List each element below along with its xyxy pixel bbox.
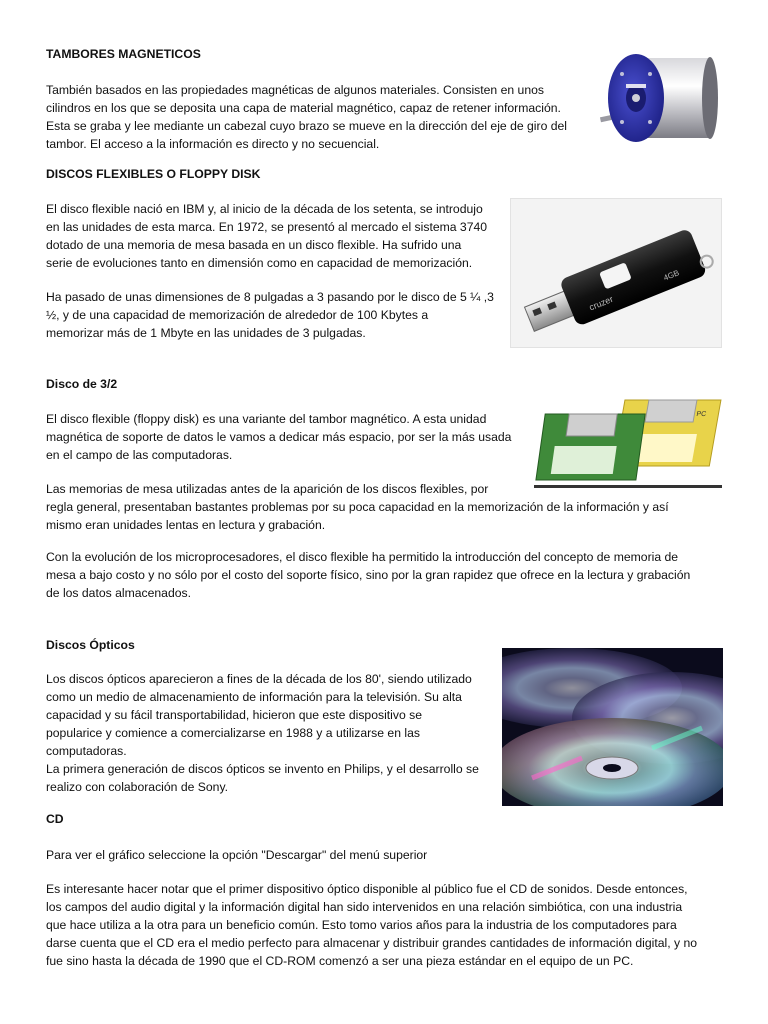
text-line: El disco flexible (floppy disk) es una variante del tambor magnético. A esta unidad bbox=[46, 412, 487, 426]
text-line: Esta se graba y lee mediante un cabezal cuyo brazo se mueve en la dirección del eje de giro del bbox=[46, 119, 567, 133]
floppy-shadow-line bbox=[534, 485, 722, 488]
text-line: mismo eran unidades lentas en lectura y grabación. bbox=[46, 518, 326, 532]
paragraph-disco-3-2-2 bbox=[46, 480, 669, 534]
text-line: El disco flexible nació en IBM y, al inicio de la década de los setenta, se introdujo bbox=[46, 202, 483, 216]
text-line: de los datos almacenados. bbox=[46, 586, 191, 600]
text-line: La primera generación de discos ópticos se invento en Philips, y el desarrollo se bbox=[46, 762, 479, 776]
floppy-disks-illustration bbox=[534, 394, 722, 488]
text-line: en las unidades de esta marca. En 1972, se presentó al mercado el sistema 3740 bbox=[46, 220, 488, 234]
text-line: memorizar más de 1 Mbyte en las unidades de 3 pulgadas. bbox=[46, 326, 366, 340]
paragraph-discos-flexibles-1 bbox=[46, 200, 487, 272]
text-line: cilindros en los que se deposita una capa de material magnético, capaz de retener información. bbox=[46, 101, 561, 115]
text-line: fue sino hasta la década de 1990 que el CD-ROM comenzó a ser una pieza estándar en el equipo de un PC. bbox=[46, 954, 634, 968]
heading-discos-flexibles: DISCOS FLEXIBLES O FLOPPY DISK bbox=[46, 167, 261, 181]
optical-discs-image bbox=[502, 648, 723, 806]
text-line: magnética de soporte de datos le vamos a dedicar más espacio, por ser la más usada bbox=[46, 430, 512, 444]
magnetic-drum-illustration bbox=[596, 44, 718, 164]
text-line: popularice y comience a comercializarse en 1988 y a utilizarse en las bbox=[46, 726, 420, 740]
text-line: Ha pasado de unas dimensiones de 8 pulgadas a 3 pasando por le disco de 5 ¼ ,3 bbox=[46, 290, 494, 304]
heading-discos-opticos: Discos Ópticos bbox=[46, 638, 135, 652]
text-line: Los discos ópticos aparecieron a fines de la década de los 80', siendo utilizado bbox=[46, 672, 472, 686]
paragraph-discos-flexibles-2 bbox=[46, 288, 494, 342]
text-line: ½, y de una capacidad de memorización de alrededor de 100 Kbytes a bbox=[46, 308, 429, 322]
paragraph-tambores bbox=[46, 81, 567, 153]
usb-brand-text: cruzer bbox=[587, 293, 615, 313]
text-line: Con la evolución de los microprocesadores, el disco flexible ha permitido la introducción del concepto de memoria de bbox=[46, 550, 679, 564]
paragraph-discos-opticos bbox=[46, 670, 479, 796]
text-line: serie de evoluciones tanto en dimensión como en capacidad de memorización. bbox=[46, 256, 473, 270]
heading-tambores: TAMBORES MAGNETICOS bbox=[46, 47, 201, 61]
text-line: computadoras. bbox=[46, 744, 127, 758]
text-line: darse cuenta que el CD era el medio perfecto para almacenar y distribuir grandes cantidades de información digital, y no bbox=[46, 936, 698, 950]
paragraph-disco-3-2-1 bbox=[46, 410, 511, 464]
text-line: en el campo de las computadoras. bbox=[46, 448, 233, 462]
paragraph-disco-3-2-3 bbox=[46, 548, 690, 602]
text-line: como un medio de almacenamiento de información para la televisión. Su alta bbox=[46, 690, 462, 704]
text-line: los campos del audio digital y la información digital han sido intervenidos en una relación simbiótica, con una industria bbox=[46, 900, 683, 914]
text-line: tambor. El acceso a la información es directo y no secuencial. bbox=[46, 137, 380, 151]
usb-flash-drive-image bbox=[510, 198, 722, 348]
text-line: Las memorias de mesa utilizadas antes de la aparición de los discos flexibles, por bbox=[46, 482, 489, 496]
floppy-disks-image bbox=[534, 394, 722, 488]
text-line: que hace utiliza a la otra para un beneficio común. Esto tomo varios años para la industria de los computadores para bbox=[46, 918, 677, 932]
floppy-brand-text: PC bbox=[695, 411, 707, 418]
text-line: realizo con colaboración de Sony. bbox=[46, 780, 229, 794]
text-line: mesa a bajo costo y no sólo por el costo del soporte físico, sino por la gran rapidez que ofrece en la lectura y grabación bbox=[46, 568, 691, 582]
paragraph-cd bbox=[46, 880, 697, 970]
download-note: Para ver el gráfico seleccione la opción "Descargar" del menú superior bbox=[46, 848, 428, 862]
text-line: regla general, presentaban bastantes problemas por su poca capacidad en la memorización de la información y así bbox=[46, 500, 669, 514]
text-line: Es interesante hacer notar que el primer dispositivo óptico disponible al público fue el CD de sonidos. Desde entonces, bbox=[46, 882, 688, 896]
text-line: También basados en las propiedades magnéticas de algunos materiales. Consisten en unos bbox=[46, 83, 544, 97]
heading-cd: CD bbox=[46, 812, 64, 826]
magnetic-drum-image bbox=[596, 44, 718, 164]
heading-disco-3-2: Disco de 3/2 bbox=[46, 377, 118, 391]
optical-discs-illustration bbox=[502, 648, 723, 806]
text-line: capacidad y su fácil transportabilidad, hicieron que este dispositivo se bbox=[46, 708, 422, 722]
usb-flash-drive-illustration bbox=[511, 199, 722, 348]
usb-capacity-text: 4GB bbox=[662, 268, 681, 283]
text-line: dotado de una memoria de mesa basada en un disco flexible. Ha sufrido una bbox=[46, 238, 462, 252]
